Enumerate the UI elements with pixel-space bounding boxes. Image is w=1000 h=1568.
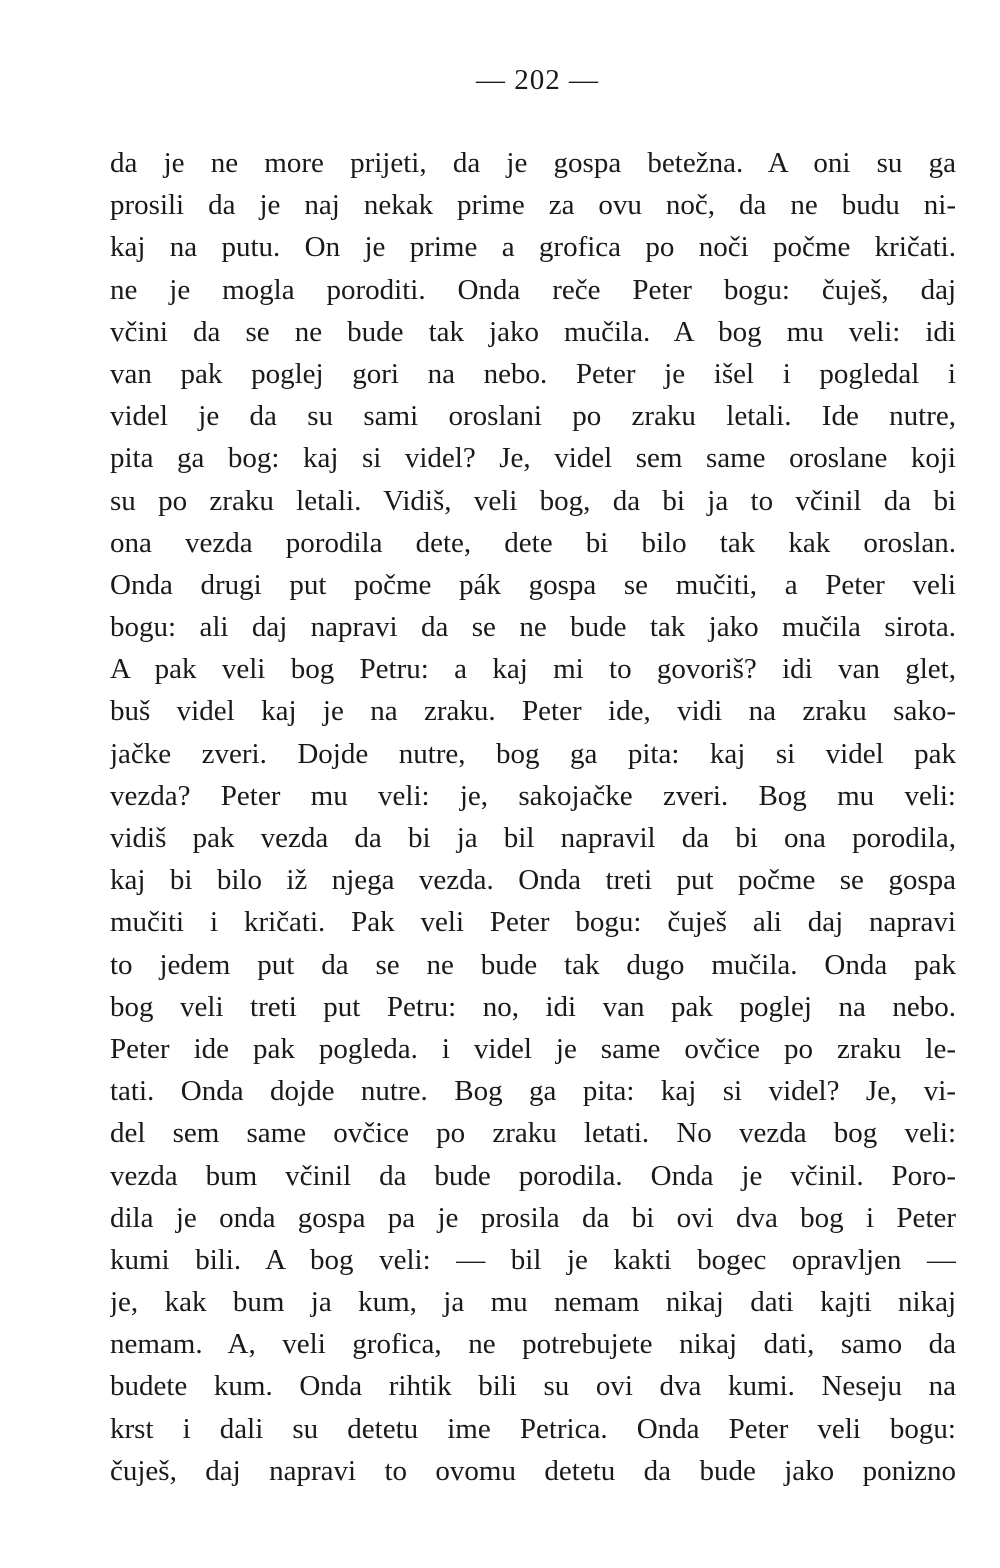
page-number: — 202 — xyxy=(476,64,599,96)
body-text xyxy=(110,142,956,1492)
text-line: nemam. A, veli grofica, ne potrebujete nikaj dati, samo da xyxy=(110,1328,956,1361)
text-line: bogu: ali daj napravi da se ne bude tak jako mučila sirota. xyxy=(110,611,956,644)
text-line: vidiš pak vezda da bi ja bil napravil da bi ona porodila, xyxy=(110,822,956,854)
text-line: kaj na putu. On je prime a grofica po noči počme kričati. xyxy=(110,231,956,264)
text-line: Onda drugi put počme pák gospa se mučiti, a Peter veli xyxy=(110,568,956,601)
text-line: dila je onda gospa pa je prosila da bi ovi dva bog i Peter xyxy=(110,1201,956,1234)
text-line: Peter ide pak pogleda. i videl je same ovčice po zraku le- xyxy=(110,1032,956,1065)
text-line: del sem same ovčice po zraku letati. No vezda bog veli: xyxy=(110,1117,956,1150)
text-line: jačke zveri. Dojde nutre, bog ga pita: kaj si videl pak xyxy=(110,737,956,770)
text-line: A pak veli bog Petru: a kaj mi to govoriš? idi van glet, xyxy=(110,653,956,686)
text-line: tati. Onda dojde nutre. Bog ga pita: kaj si videl? Je, vi- xyxy=(110,1075,956,1108)
text-line: vezda bum včinil da bude porodila. Onda je včinil. Poro- xyxy=(110,1159,956,1192)
text-line: je, kak bum ja kum, ja mu nemam nikaj dati kajti nikaj xyxy=(110,1286,956,1319)
text-line: čuješ, daj napravi to ovomu detetu da bude jako ponizno xyxy=(110,1454,956,1487)
text-line: bog veli treti put Petru: no, idi van pak poglej na nebo. xyxy=(110,990,956,1023)
text-line: van pak poglej gori na nebo. Peter je išel i pogledal i xyxy=(110,357,956,390)
text-line: ona vezda porodila dete, dete bi bilo tak kak oroslan. xyxy=(110,526,956,559)
text-line: krst i dali su detetu ime Petrica. Onda Peter veli bogu: xyxy=(110,1412,956,1445)
text-line: da je ne more prijeti, da je gospa betežna. A oni su ga xyxy=(110,147,956,179)
text-line: su po zraku letali. Vidiš, veli bog, da bi ja to včinil da bi xyxy=(110,484,956,517)
text-line: kaj bi bilo iž njega vezda. Onda treti put počme se gospa xyxy=(110,864,956,897)
text-line: buš videl kaj je na zraku. Peter ide, vidi na zraku sako- xyxy=(110,695,956,728)
text-line: pita ga bog: kaj si videl? Je, videl sem same oroslane koji xyxy=(110,442,956,475)
text-line: videl je da su sami oroslani po zraku letali. Ide nutre, xyxy=(110,400,956,433)
text-line: kumi bili. A bog veli: — bil je kakti bogec opravljen — xyxy=(110,1243,956,1276)
text-line: ne je mogla poroditi. Onda reče Peter bogu: čuješ, daj xyxy=(110,273,956,306)
text-line: vezda? Peter mu veli: je, sakojačke zveri. Bog mu veli: xyxy=(110,779,956,812)
text-line: mučiti i kričati. Pak veli Peter bogu: čuješ ali daj napravi xyxy=(110,906,956,939)
text-line: to jedem put da se ne bude tak dugo mučila. Onda pak xyxy=(110,948,956,981)
text-line: prosili da je naj nekak prime za ovu noč, da ne budu ni- xyxy=(110,189,956,222)
text-line: budete kum. Onda rihtik bili su ovi dva kumi. Neseju na xyxy=(110,1370,956,1403)
text-line: včini da se ne bude tak jako mučila. A bog mu veli: idi xyxy=(110,315,956,348)
